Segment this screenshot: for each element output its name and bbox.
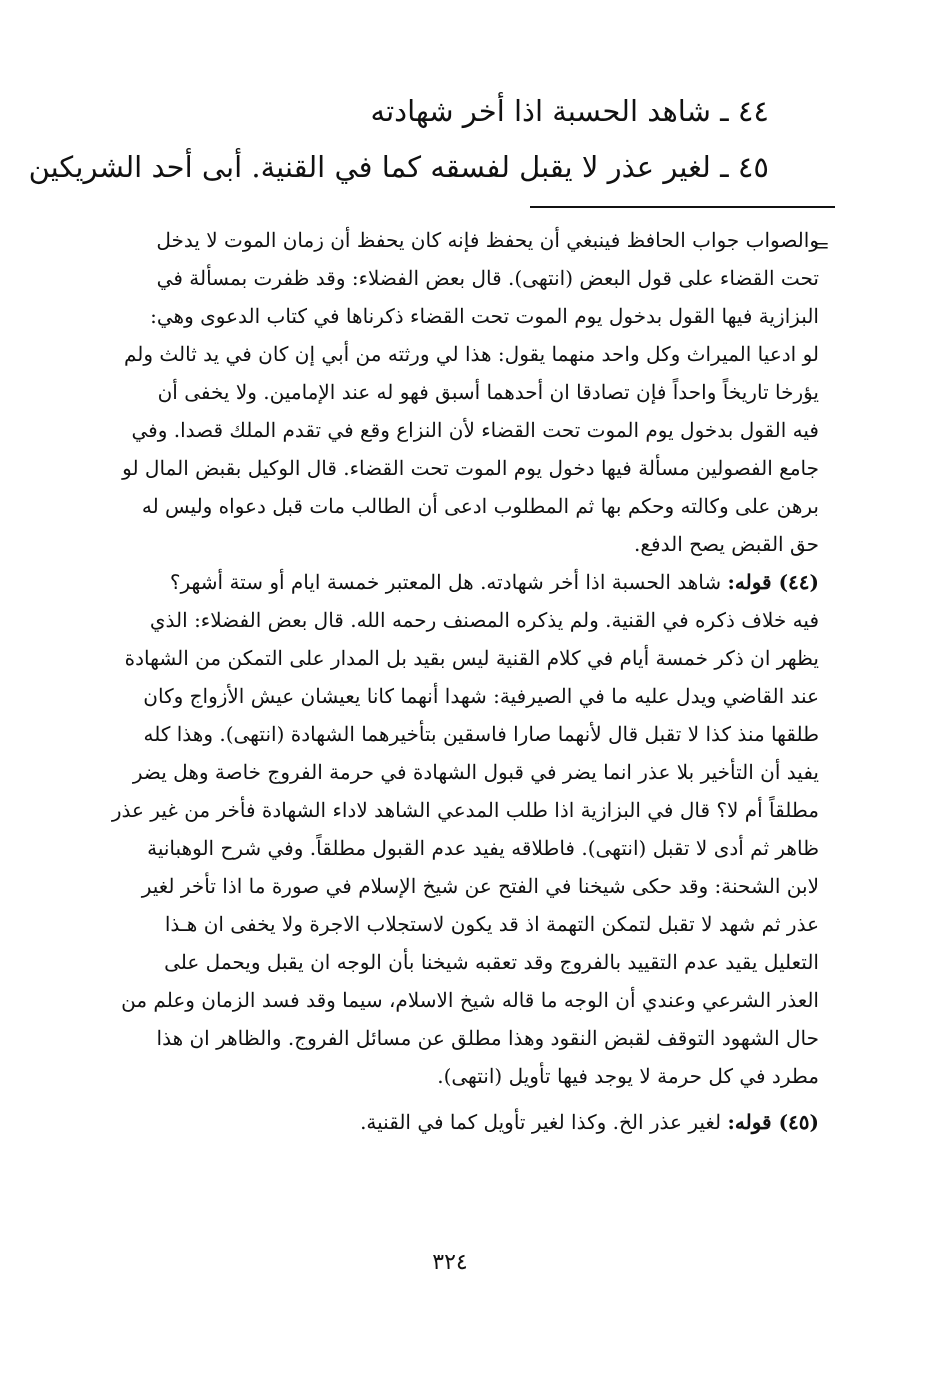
note-45-line — [129, 1110, 819, 1134]
text-line: يفيد أن التأخير بلا عذر انما يضر في قبول الشهادة في حرمة الفروج خاصة وهل يضر — [132, 760, 819, 784]
text-line: يؤرخا تاريخاً واحداً فإن تصادقا ان أحدهما أسبق فهو له عند الإمامين. ولا يخفى أن — [157, 380, 819, 404]
page-number: ٣٢٤ — [432, 1250, 468, 1275]
note-44-label: (٤٤) قوله: — [727, 570, 819, 594]
text-line: فيه القول بدخول يوم الموت تحت القضاء لأن النزاع وقع في تقدم الملك قصدا. وفي — [131, 418, 819, 442]
text-line: ظاهر ثم أدى لا تقبل (انتهى). فاطلاقه يفيد عدم القبول مطلقاً. وفي شرح الوهبانية — [147, 836, 819, 860]
text-line: يظهر ان ذكر خمسة أيام في كلام القنية ليس بقيد بل المدار على التمكن من الشهادة — [124, 646, 819, 670]
text-line: حق القبض يصح الدفع. — [634, 532, 819, 556]
note-44-first-line — [129, 570, 819, 594]
text-line: فيه خلاف ذكره في القنية. ولم يذكره المصنف رحمه الله. قال بعض الفضلاء: الذي — [149, 608, 819, 632]
text-line: عذر ثم شهد لا تقبل لتمكن التهمة اذ قد يكون لاستجلاب الاجرة ولا يخفى ان هـذا — [164, 912, 819, 936]
text-line: البزازية فيها القول بدخول يوم الموت تحت القضاء ذكرناها في كتاب الدعوى وهي: — [150, 304, 819, 328]
text-line: لو ادعيا الميراث وكل واحد منهما يقول: هذا لي ورثته من أبي إن كان في يد ثالث ولم — [123, 342, 819, 366]
text-line: مطرد في كل حرمة لا يوجد فيها تأويل (انتهى). — [437, 1064, 819, 1088]
heading-45: ٤٥ ـ لغير عذر لا يقبل لفسقه كما في القنية. أبى أحد الشريكين — [28, 150, 769, 184]
text-line: العذر الشرعي وعندي أن الوجه ما قاله شيخ الاسلام، سيما وقد فسد الزمان وعلم من — [121, 988, 819, 1012]
text-line: تحت القضاء على قول البعض (انتهى). قال بعض الفضلاء: وقد ظفرت بمسألة في — [156, 266, 819, 290]
text-line: طلقها منذ كذا لا تقبل قال لأنهما صارا فاسقين بتأخيرهما الشهادة (انتهى). وهذا كله — [143, 722, 819, 746]
note-44-text: شاهد الحسبة اذا أخر شهادته. هل المعتبر خمسة ايام أو ستة أشهر؟ — [169, 570, 722, 594]
text-line: جامع الفصولين مسألة فيها دخول يوم الموت تحت القضاء. قال الوكيل بقبض المال لو — [122, 456, 819, 480]
continuation-marker: = — [813, 233, 830, 257]
text-line: والصواب جواب الحافظ فينبغي أن يحفظ فإنه كان يحفظ أن زمان الموت لا يدخل — [156, 228, 819, 252]
text-line: عند القاضي ويدل عليه ما في الصيرفية: شهدا أنهما كانا يعيشان عيش الأزواج وكان — [143, 684, 819, 708]
text-line: التعليل يقيد عدم التقييد بالفروج وقد تعقبه شيخنا بأن الوجه ان يقبل ويحمل على — [164, 950, 819, 974]
text-line: لابن الشحنة: وقد حكى شيخنا في الفتح عن شيخ الإسلام في صورة ما اذا تأخر لغير — [141, 874, 819, 898]
text-line: مطلقاً أم لا؟ قال في البزازية اذا طلب المدعي الشاهد لاداء الشهادة فأخر من غير عذر — [111, 798, 819, 822]
note-45-text: لغير عذر الخ. وكذا لغير تأويل كما في القنية. — [360, 1110, 722, 1134]
heading-44: ٤٤ ـ شاهد الحسبة اذا أخر شهادته — [370, 94, 769, 128]
text-line: حال الشهود التوقف لقبض النقود وهذا مطلق عن مسائل الفروج. والظاهر ان هذا — [156, 1026, 819, 1050]
footnote-separator — [530, 206, 835, 208]
text-line: برهن على وكالته وحكم بها ثم المطلوب ادعى أن الطالب مات قبل دعواه وليس له — [141, 494, 819, 518]
note-45-label: (٤٥) قوله: — [727, 1110, 819, 1134]
